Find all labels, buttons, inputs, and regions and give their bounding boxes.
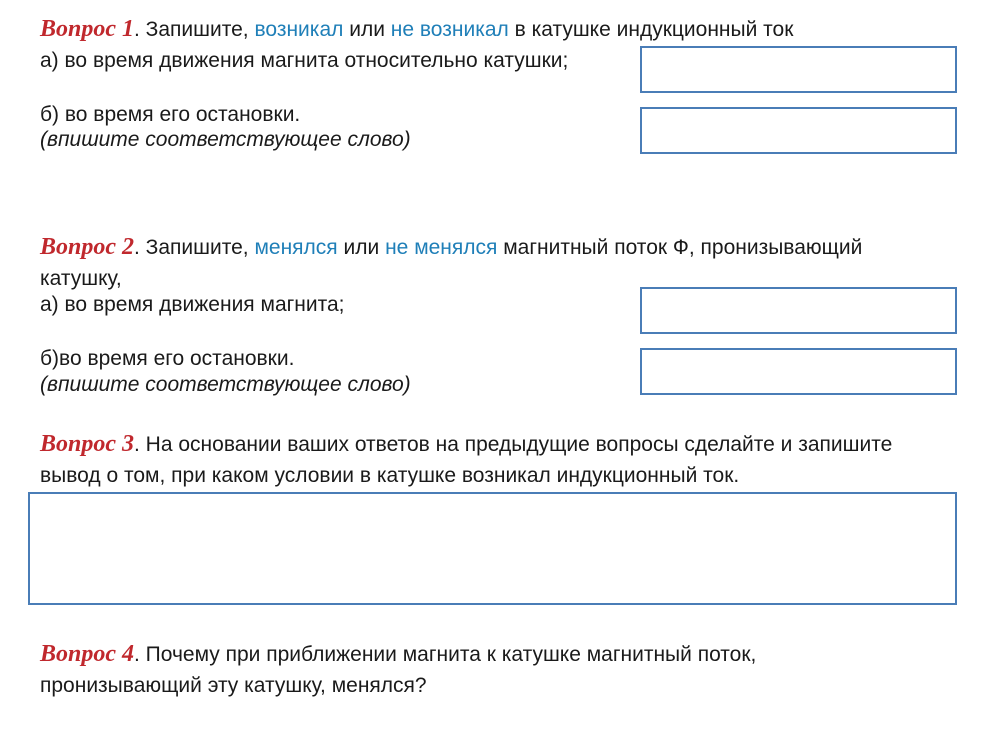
q2-answer-a-input[interactable]	[642, 289, 955, 332]
q2-hint: (впишите соответствующее слово)	[40, 373, 411, 396]
q2-option-1: менялся	[254, 236, 338, 259]
q1-title: Вопрос 1	[40, 16, 135, 42]
q1-text-2: или	[343, 18, 391, 41]
q2-text-3: магнитный поток Ф, пронизывающий	[497, 236, 863, 259]
q3-prompt	[40, 431, 892, 458]
q1-answer-b-input[interactable]	[642, 109, 955, 152]
q1-text-1: . Запишите,	[134, 18, 255, 41]
q1-hint: (впишите соответствующее слово)	[40, 128, 411, 151]
q1-item-b: б) во время его остановки.	[40, 103, 301, 126]
q3-answer-box	[28, 492, 957, 605]
q2-prompt-line-2: катушку,	[40, 267, 122, 290]
q1-item-a: а) во время движения магнита относительно катушки;	[40, 49, 569, 72]
q3-answer-textarea[interactable]	[30, 494, 955, 603]
q2-answer-b-input[interactable]	[642, 350, 955, 393]
q3-title: Вопрос 3	[40, 431, 135, 457]
q2-item-a: а) во время движения магнита;	[40, 293, 345, 316]
q1-prompt	[40, 16, 793, 43]
q4-prompt	[40, 641, 756, 668]
q2-title: Вопрос 2	[40, 234, 135, 260]
q1-option-1: возникал	[254, 18, 344, 41]
q1-answer-a-box	[640, 46, 957, 93]
q2-item-b: б)во время его остановки.	[40, 347, 295, 370]
q1-answer-b-box	[640, 107, 957, 154]
q1-text-3: в катушке индукционный ток	[508, 18, 794, 41]
q4-prompt-line-2: пронизывающий эту катушку, менялся?	[40, 674, 427, 697]
q2-prompt	[40, 234, 862, 261]
q1-answer-a-input[interactable]	[642, 48, 955, 91]
q1-option-2: не возникал	[390, 18, 509, 41]
q3-text-1: . На основании ваших ответов на предыдущие вопросы сделайте и запишите	[134, 433, 893, 456]
q3-prompt-line-2: вывод о том, при каком условии в катушке возникал индукционный ток.	[40, 464, 740, 487]
q4-title: Вопрос 4	[40, 641, 135, 667]
q2-answer-a-box	[640, 287, 957, 334]
q2-option-2: не менялся	[385, 236, 498, 259]
q4-text-1: . Почему при приближении магнита к катушке магнитный поток,	[134, 643, 757, 666]
q2-text-1: . Запишите,	[134, 236, 255, 259]
q2-answer-b-box	[640, 348, 957, 395]
q2-text-2: или	[337, 236, 386, 259]
